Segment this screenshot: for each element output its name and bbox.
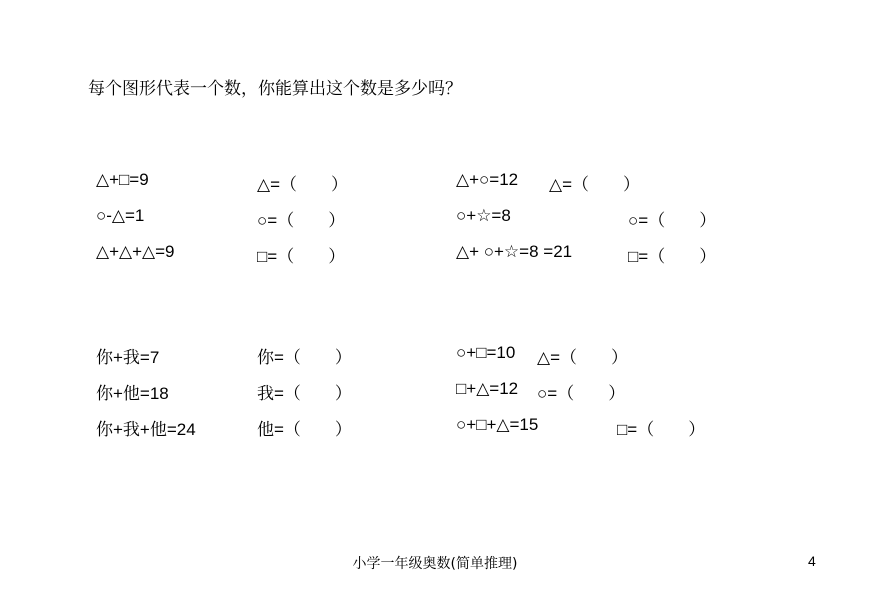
answer-g2-l3: 他=（ ） [257,420,352,439]
answer-g2-r3: □=（ ） [617,420,706,439]
page-title: 每个图形代表一个数，你能算出这个数是多少吗？ [88,79,462,99]
answer-g1-r3: □=（ ） [628,247,717,266]
equation-g1-l3: △+△+△=9 [96,242,175,261]
equation-g1-r1: △+○=12 [456,170,519,189]
equation-g2-r3: ○+□+△=15 [456,415,539,434]
answer-g1-l3: □=（ ） [257,247,346,266]
answer-g1-r2: ○=（ ） [628,211,717,230]
equation-g2-l2: 你+他=18 [96,384,169,403]
equation-g1-l2: ○-△=1 [96,206,145,225]
answer-g1-l1: △=（ ） [257,175,349,194]
equation-g1-r3: △+ ○+☆=8 =21 [456,242,573,261]
equation-g2-l1: 你+我=7 [96,348,160,367]
answer-g2-r2: ○=（ ） [537,384,626,403]
answer-g2-l2: 我=（ ） [257,384,352,403]
equation-g2-l3: 你+我+他=24 [96,420,196,439]
answer-g1-r1: △=（ ） [549,175,641,194]
equation-g1-r2: ○+☆=8 [456,206,511,225]
answer-g2-l1: 你=（ ） [257,348,352,367]
footer-text: 小学一年级奥数(简单推理) [352,556,518,572]
equation-g2-r2: □+△=12 [456,379,519,398]
equation-g2-r1: ○+□=10 [456,343,516,362]
answer-g1-l2: ○=（ ） [257,211,346,230]
page-number: 4 [808,553,816,569]
equation-g1-l1: △+□=9 [96,170,149,189]
answer-g2-r1: △=（ ） [537,348,629,367]
